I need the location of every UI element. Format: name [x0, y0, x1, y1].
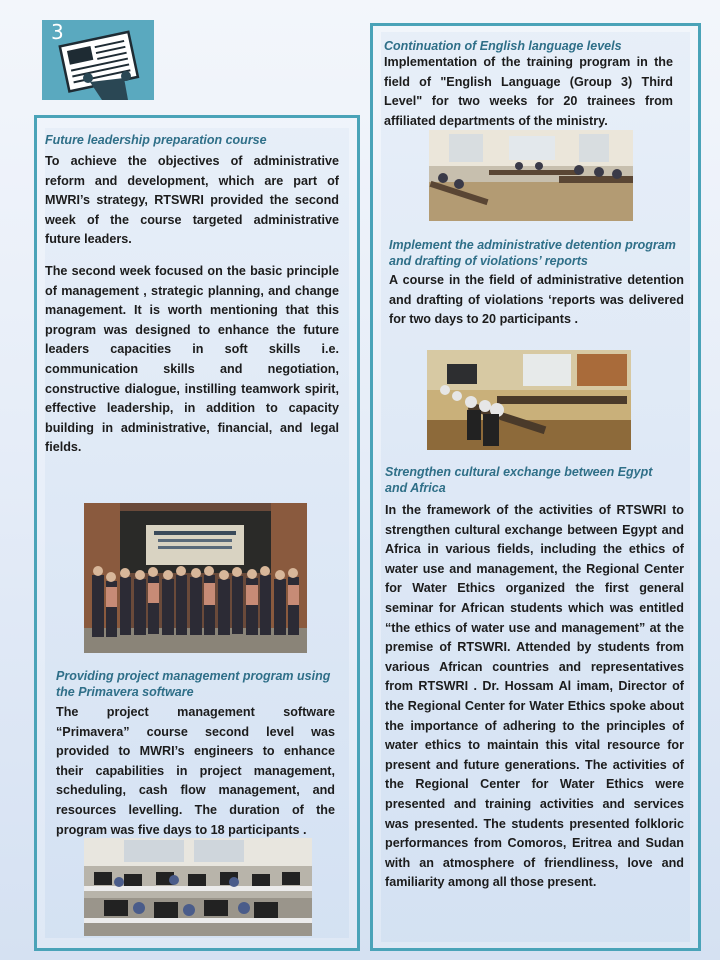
leadership-group-photo	[84, 503, 307, 653]
heading-english-levels: Continuation of English language levels	[384, 39, 622, 53]
heading-cultural-exchange: Strengthen cultural exchange between Egypt and Africa	[385, 465, 653, 495]
paragraph-primavera: The project management software “Primavera” course second level was provided to MWRI’s engineers to enhance their capabilities in project management, scheduling, cash flow management, and resources levelling. The duration of the program was five days to 18 participants .	[56, 705, 335, 837]
paragraph-cultural-exchange: In the framework of the activities of RTSWRI to strengthen cultural exchange between Egypt and Africa in various fields, including the ethics of water use and management, the Regional Center for Water Ethics organized the first general seminar for African students which was entitled “the ethics of water use and management” at the premise of RTSWRI. Attended by students from various African countries and representatives from RTSWRI . Dr. Hossam Al imam, Director of the Regional Center for Water Ethics spoke about the importance of adhering to the principles of water ethics to maintain this vital resource for present and future generations. The activities of the Regional Center for Water Ethics were presented and training activities and services was presented. The students presented folkloric performances from Comoros, Eritrea and Sudan with an atmosphere of friendliness, love and familiarity among all those present.	[385, 503, 684, 890]
paragraph-leadership-intro: To achieve the objectives of administrative reform and development, which are part of MWRI’s strategy, RTSWRI provided the second week of the course targeted administrative future leaders.	[45, 154, 339, 247]
english-class-photo	[429, 130, 633, 221]
paragraph-english-levels: Implementation of the training program in the field of "English Language (Group 3) Third Level" for two weeks for 20 trainees from affiliated departments of the ministry.	[384, 55, 673, 128]
paragraph-detention-program: A course in the field of administrative detention and drafting of violations ‘reports was delivered for two days to 20 participants .	[389, 273, 684, 327]
detention-course-photo	[427, 350, 631, 450]
primavera-classroom-photo	[84, 838, 312, 936]
heading-primavera-course: Providing project management program using the Primavera software	[56, 669, 331, 699]
paragraph-leadership-detail: The second week focused on the basic principle of management , strategic planning, and change management. It is worth mentioning that this program was designed to enhance the future leaders capacities in soft skills i.e. communication skills and negotiation, constructive dialogue, instilling teamwork spirit, effective leadership, in addition to capacity building in administrative, financial, and legal fields.	[45, 264, 339, 455]
section-badge	[42, 20, 154, 100]
section-number: 3	[51, 20, 64, 44]
heading-leadership-course: Future leadership preparation course	[45, 133, 267, 147]
heading-detention-program: Implement the administrative detention program and drafting of violations’ reports	[389, 238, 676, 268]
